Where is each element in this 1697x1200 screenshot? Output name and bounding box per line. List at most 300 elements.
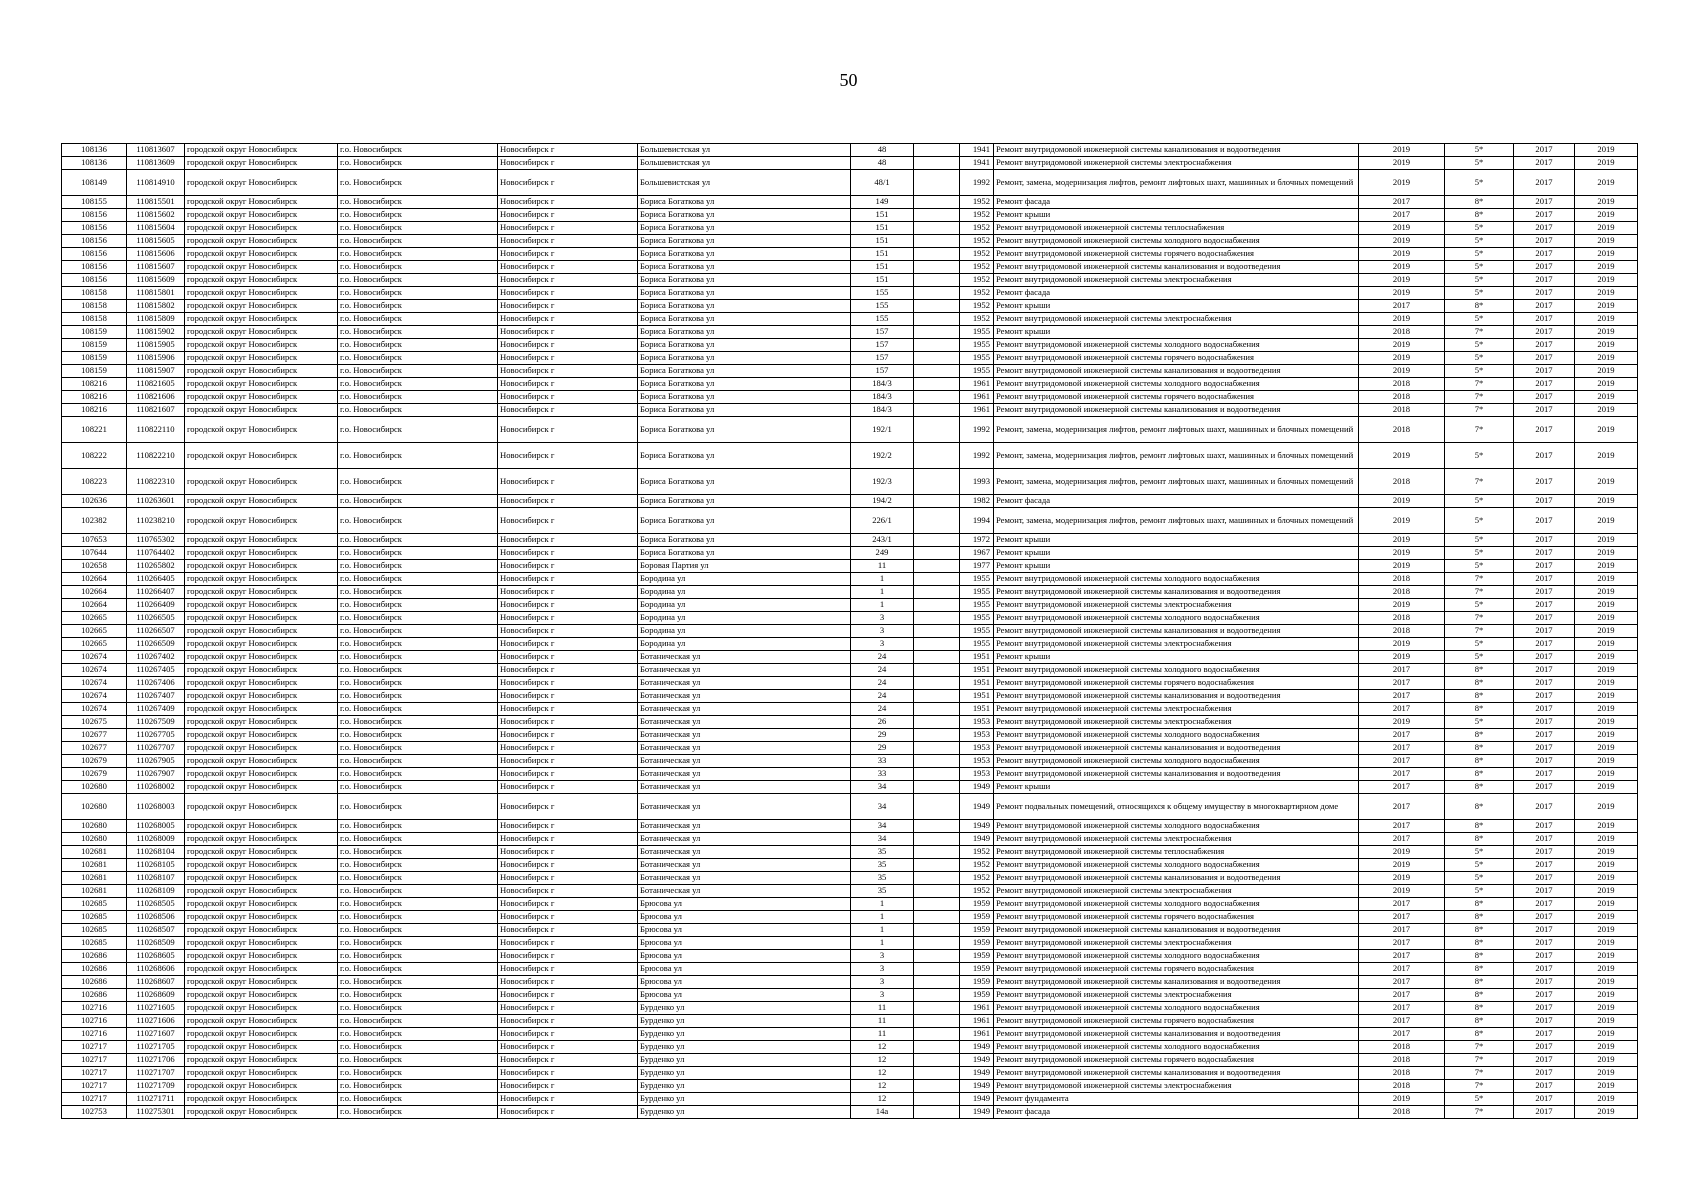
cell-work-type: Ремонт внутридомовой инженерной системы холодного водоснабжения	[994, 664, 1359, 677]
cell-period-start: 2017	[1514, 209, 1575, 222]
cell-street: Бориса Богаткова ул	[638, 196, 851, 209]
cell-plan-year: 2017	[1359, 794, 1445, 820]
cell-settlement: г.о. Новосибирск	[338, 651, 498, 664]
cell-house-id: 107653	[62, 534, 127, 547]
cell-rank: 5*	[1445, 443, 1514, 469]
cell-building	[914, 989, 960, 1002]
cell-locality: Новосибирск г	[498, 248, 638, 261]
cell-rank: 8*	[1445, 781, 1514, 794]
cell-build-year: 1951	[960, 651, 994, 664]
cell-municipality: городской округ Новосибирск	[185, 222, 338, 235]
cell-street: Бурденко ул	[638, 1002, 851, 1015]
cell-house-id: 108223	[62, 469, 127, 495]
cell-locality: Новосибирск г	[498, 157, 638, 170]
cell-rank: 7*	[1445, 586, 1514, 599]
cell-municipality: городской округ Новосибирск	[185, 573, 338, 586]
cell-build-year: 1992	[960, 170, 994, 196]
cell-house-id: 102717	[62, 1067, 127, 1080]
cell-settlement: г.о. Новосибирск	[338, 235, 498, 248]
cell-locality: Новосибирск г	[498, 950, 638, 963]
cell-work-type: Ремонт внутридомовой инженерной системы холодного водоснабжения	[994, 573, 1359, 586]
cell-building	[914, 586, 960, 599]
cell-work-type: Ремонт крыши	[994, 209, 1359, 222]
cell-house-id: 102686	[62, 963, 127, 976]
cell-locality: Новосибирск г	[498, 404, 638, 417]
cell-building	[914, 599, 960, 612]
cell-municipality: городской округ Новосибирск	[185, 898, 338, 911]
cell-building	[914, 833, 960, 846]
cell-building	[914, 547, 960, 560]
cell-settlement: г.о. Новосибирск	[338, 794, 498, 820]
cell-build-year: 1952	[960, 235, 994, 248]
table-row	[62, 937, 1638, 950]
cell-period-start: 2017	[1514, 716, 1575, 729]
cell-building	[914, 352, 960, 365]
cell-street: Бурденко ул	[638, 1093, 851, 1106]
cell-locality: Новосибирск г	[498, 612, 638, 625]
cell-build-year: 1952	[960, 300, 994, 313]
cell-street: Ботаническая ул	[638, 872, 851, 885]
cell-work-type: Ремонт подвальных помещений, относящихся к общему имуществу в многоквартирном доме	[994, 794, 1359, 820]
table-row	[62, 1002, 1638, 1015]
cell-house-id: 102753	[62, 1106, 127, 1119]
cell-house-id: 102716	[62, 1002, 127, 1015]
cell-settlement: г.о. Новосибирск	[338, 469, 498, 495]
cell-municipality: городской округ Новосибирск	[185, 625, 338, 638]
cell-rank: 8*	[1445, 729, 1514, 742]
table-row	[62, 573, 1638, 586]
cell-house-number: 24	[851, 690, 914, 703]
cell-street: Бориса Богаткова ул	[638, 508, 851, 534]
cell-work-type: Ремонт внутридомовой инженерной системы холодного водоснабжения	[994, 339, 1359, 352]
cell-period-end: 2019	[1575, 976, 1638, 989]
table-row	[62, 378, 1638, 391]
cell-period-start: 2017	[1514, 157, 1575, 170]
cell-build-year: 1952	[960, 287, 994, 300]
cell-house-id: 102680	[62, 781, 127, 794]
cell-plan-year: 2019	[1359, 352, 1445, 365]
cell-settlement: г.о. Новосибирск	[338, 755, 498, 768]
cell-rank: 7*	[1445, 1054, 1514, 1067]
cell-period-end: 2019	[1575, 508, 1638, 534]
cell-street: Брюсова ул	[638, 950, 851, 963]
cell-work-type: Ремонт внутридомовой инженерной системы холодного водоснабжения	[994, 378, 1359, 391]
cell-locality: Новосибирск г	[498, 144, 638, 157]
cell-plan-year: 2017	[1359, 1002, 1445, 1015]
cell-work-type: Ремонт внутридомовой инженерной системы электроснабжения	[994, 274, 1359, 287]
cell-rank: 5*	[1445, 274, 1514, 287]
cell-work-type: Ремонт внутридомовой инженерной системы горячего водоснабжения	[994, 963, 1359, 976]
cell-work-type: Ремонт фундамента	[994, 1093, 1359, 1106]
cell-rank: 5*	[1445, 144, 1514, 157]
cell-period-start: 2017	[1514, 846, 1575, 859]
cell-period-end: 2019	[1575, 1067, 1638, 1080]
cell-work-type: Ремонт внутридомовой инженерной системы канализования и водоотведения	[994, 1067, 1359, 1080]
cell-house-id: 108216	[62, 404, 127, 417]
cell-work-type: Ремонт внутридомовой инженерной системы канализования и водоотведения	[994, 144, 1359, 157]
cell-municipality: городской округ Новосибирск	[185, 469, 338, 495]
cell-building	[914, 820, 960, 833]
cell-period-start: 2017	[1514, 235, 1575, 248]
cell-street: Бородина ул	[638, 638, 851, 651]
cell-street: Бориса Богаткова ул	[638, 391, 851, 404]
cell-street: Ботаническая ул	[638, 846, 851, 859]
table-row	[62, 313, 1638, 326]
cell-work-id: 110815501	[127, 196, 185, 209]
cell-building	[914, 300, 960, 313]
cell-period-end: 2019	[1575, 820, 1638, 833]
cell-period-start: 2017	[1514, 339, 1575, 352]
table-row	[62, 235, 1638, 248]
cell-municipality: городской округ Новосибирск	[185, 365, 338, 378]
cell-municipality: городской округ Новосибирск	[185, 352, 338, 365]
cell-municipality: городской округ Новосибирск	[185, 924, 338, 937]
cell-municipality: городской округ Новосибирск	[185, 1106, 338, 1119]
cell-building	[914, 742, 960, 755]
cell-locality: Новосибирск г	[498, 209, 638, 222]
cell-house-id: 108136	[62, 157, 127, 170]
cell-work-type: Ремонт крыши	[994, 326, 1359, 339]
cell-work-type: Ремонт внутридомовой инженерной системы электроснабжения	[994, 885, 1359, 898]
cell-build-year: 1959	[960, 989, 994, 1002]
cell-plan-year: 2017	[1359, 196, 1445, 209]
cell-period-end: 2019	[1575, 300, 1638, 313]
cell-house-id: 102681	[62, 872, 127, 885]
cell-period-end: 2019	[1575, 352, 1638, 365]
cell-rank: 8*	[1445, 703, 1514, 716]
cell-build-year: 1959	[960, 950, 994, 963]
registry-body	[62, 144, 1638, 1119]
cell-work-id: 110267705	[127, 729, 185, 742]
cell-house-number: 3	[851, 625, 914, 638]
cell-build-year: 1959	[960, 924, 994, 937]
cell-period-start: 2017	[1514, 469, 1575, 495]
cell-house-number: 48	[851, 157, 914, 170]
cell-work-id: 110814910	[127, 170, 185, 196]
cell-build-year: 1953	[960, 729, 994, 742]
cell-work-type: Ремонт фасада	[994, 196, 1359, 209]
cell-period-end: 2019	[1575, 495, 1638, 508]
cell-work-type: Ремонт внутридомовой инженерной системы холодного водоснабжения	[994, 729, 1359, 742]
cell-period-end: 2019	[1575, 937, 1638, 950]
cell-work-id: 110268506	[127, 911, 185, 924]
cell-building	[914, 612, 960, 625]
cell-work-id: 110267409	[127, 703, 185, 716]
cell-work-type: Ремонт внутридомовой инженерной системы канализования и водоотведения	[994, 1028, 1359, 1041]
cell-rank: 8*	[1445, 209, 1514, 222]
cell-locality: Новосибирск г	[498, 313, 638, 326]
cell-plan-year: 2019	[1359, 157, 1445, 170]
cell-work-id: 110271607	[127, 1028, 185, 1041]
cell-locality: Новосибирск г	[498, 1015, 638, 1028]
cell-rank: 5*	[1445, 599, 1514, 612]
cell-plan-year: 2019	[1359, 235, 1445, 248]
cell-work-type: Ремонт внутридомовой инженерной системы холодного водоснабжения	[994, 235, 1359, 248]
cell-municipality: городской округ Новосибирск	[185, 833, 338, 846]
cell-work-type: Ремонт внутридомовой инженерной системы канализования и водоотведения	[994, 261, 1359, 274]
cell-work-type: Ремонт внутридомовой инженерной системы канализования и водоотведения	[994, 690, 1359, 703]
cell-municipality: городской округ Новосибирск	[185, 677, 338, 690]
cell-build-year: 1949	[960, 794, 994, 820]
cell-period-end: 2019	[1575, 261, 1638, 274]
cell-period-start: 2017	[1514, 1067, 1575, 1080]
table-row	[62, 976, 1638, 989]
table-row	[62, 638, 1638, 651]
cell-building	[914, 391, 960, 404]
cell-house-id: 102685	[62, 898, 127, 911]
cell-house-id: 102382	[62, 508, 127, 534]
table-row	[62, 365, 1638, 378]
cell-locality: Новосибирск г	[498, 716, 638, 729]
cell-settlement: г.о. Новосибирск	[338, 638, 498, 651]
cell-period-start: 2017	[1514, 963, 1575, 976]
cell-building	[914, 534, 960, 547]
registry-table	[61, 143, 1638, 1119]
cell-period-end: 2019	[1575, 729, 1638, 742]
cell-work-type: Ремонт внутридомовой инженерной системы канализования и водоотведения	[994, 625, 1359, 638]
cell-house-id: 108149	[62, 170, 127, 196]
cell-period-end: 2019	[1575, 716, 1638, 729]
cell-house-number: 11	[851, 1002, 914, 1015]
cell-municipality: городской округ Новосибирск	[185, 547, 338, 560]
cell-rank: 5*	[1445, 508, 1514, 534]
cell-settlement: г.о. Новосибирск	[338, 300, 498, 313]
cell-work-type: Ремонт внутридомовой инженерной системы холодного водоснабжения	[994, 820, 1359, 833]
table-row	[62, 924, 1638, 937]
cell-street: Большевистская ул	[638, 157, 851, 170]
cell-plan-year: 2017	[1359, 209, 1445, 222]
table-row	[62, 508, 1638, 534]
cell-plan-year: 2017	[1359, 690, 1445, 703]
cell-house-number: 151	[851, 235, 914, 248]
cell-house-number: 157	[851, 326, 914, 339]
cell-street: Бориса Богаткова ул	[638, 352, 851, 365]
cell-settlement: г.о. Новосибирск	[338, 937, 498, 950]
cell-building	[914, 625, 960, 638]
cell-period-start: 2017	[1514, 300, 1575, 313]
cell-settlement: г.о. Новосибирск	[338, 495, 498, 508]
cell-period-start: 2017	[1514, 612, 1575, 625]
cell-building	[914, 859, 960, 872]
cell-period-start: 2017	[1514, 1080, 1575, 1093]
cell-work-id: 110821607	[127, 404, 185, 417]
cell-settlement: г.о. Новосибирск	[338, 378, 498, 391]
cell-building	[914, 560, 960, 573]
cell-locality: Новосибирск г	[498, 859, 638, 872]
cell-locality: Новосибирск г	[498, 638, 638, 651]
cell-settlement: г.о. Новосибирск	[338, 729, 498, 742]
cell-period-start: 2017	[1514, 404, 1575, 417]
cell-work-id: 110271709	[127, 1080, 185, 1093]
cell-plan-year: 2019	[1359, 534, 1445, 547]
cell-house-id: 102680	[62, 833, 127, 846]
cell-settlement: г.о. Новосибирск	[338, 170, 498, 196]
cell-plan-year: 2017	[1359, 937, 1445, 950]
cell-work-id: 110275301	[127, 1106, 185, 1119]
cell-plan-year: 2018	[1359, 1080, 1445, 1093]
cell-settlement: г.о. Новосибирск	[338, 1002, 498, 1015]
cell-municipality: городской округ Новосибирск	[185, 274, 338, 287]
cell-settlement: г.о. Новосибирск	[338, 391, 498, 404]
cell-house-id: 102717	[62, 1080, 127, 1093]
cell-period-end: 2019	[1575, 794, 1638, 820]
cell-building	[914, 404, 960, 417]
cell-street: Бориса Богаткова ул	[638, 534, 851, 547]
cell-street: Ботаническая ул	[638, 833, 851, 846]
cell-work-id: 110271706	[127, 1054, 185, 1067]
table-row	[62, 144, 1638, 157]
cell-building	[914, 378, 960, 391]
cell-period-start: 2017	[1514, 365, 1575, 378]
cell-build-year: 1949	[960, 1093, 994, 1106]
cell-plan-year: 2019	[1359, 274, 1445, 287]
cell-rank: 8*	[1445, 833, 1514, 846]
cell-locality: Новосибирск г	[498, 820, 638, 833]
cell-locality: Новосибирск г	[498, 1041, 638, 1054]
cell-plan-year: 2017	[1359, 703, 1445, 716]
cell-work-id: 110815602	[127, 209, 185, 222]
cell-period-start: 2017	[1514, 703, 1575, 716]
cell-building	[914, 963, 960, 976]
cell-work-id: 110268005	[127, 820, 185, 833]
cell-plan-year: 2018	[1359, 326, 1445, 339]
cell-house-number: 1	[851, 937, 914, 950]
cell-house-id: 102716	[62, 1015, 127, 1028]
cell-work-id: 110271711	[127, 1093, 185, 1106]
cell-house-number: 226/1	[851, 508, 914, 534]
cell-plan-year: 2017	[1359, 976, 1445, 989]
cell-house-id: 108156	[62, 209, 127, 222]
cell-building	[914, 209, 960, 222]
cell-work-id: 110271705	[127, 1041, 185, 1054]
cell-rank: 5*	[1445, 287, 1514, 300]
cell-period-start: 2017	[1514, 976, 1575, 989]
table-row	[62, 690, 1638, 703]
cell-period-end: 2019	[1575, 924, 1638, 937]
cell-settlement: г.о. Новосибирск	[338, 443, 498, 469]
table-row	[62, 586, 1638, 599]
cell-plan-year: 2019	[1359, 560, 1445, 573]
cell-period-end: 2019	[1575, 1106, 1638, 1119]
cell-building	[914, 339, 960, 352]
cell-house-id: 108158	[62, 300, 127, 313]
cell-municipality: городской округ Новосибирск	[185, 300, 338, 313]
cell-house-id: 108216	[62, 391, 127, 404]
cell-work-type: Ремонт, замена, модернизация лифтов, ремонт лифтовых шахт, машинных и блочных помещений	[994, 469, 1359, 495]
cell-settlement: г.о. Новосибирск	[338, 976, 498, 989]
table-row	[62, 560, 1638, 573]
cell-rank: 8*	[1445, 950, 1514, 963]
table-row	[62, 651, 1638, 664]
cell-locality: Новосибирск г	[498, 1054, 638, 1067]
cell-build-year: 1977	[960, 560, 994, 573]
cell-work-type: Ремонт внутридомовой инженерной системы канализования и водоотведения	[994, 365, 1359, 378]
cell-work-id: 110822110	[127, 417, 185, 443]
cell-build-year: 1952	[960, 859, 994, 872]
cell-period-end: 2019	[1575, 313, 1638, 326]
table-row	[62, 599, 1638, 612]
cell-locality: Новосибирск г	[498, 885, 638, 898]
cell-building	[914, 443, 960, 469]
table-row	[62, 625, 1638, 638]
cell-building	[914, 469, 960, 495]
cell-work-type: Ремонт внутридомовой инженерной системы холодного водоснабжения	[994, 859, 1359, 872]
cell-street: Бориса Богаткова ул	[638, 248, 851, 261]
cell-locality: Новосибирск г	[498, 651, 638, 664]
table-row	[62, 261, 1638, 274]
cell-plan-year: 2017	[1359, 1015, 1445, 1028]
cell-house-id: 102664	[62, 599, 127, 612]
cell-work-id: 110268104	[127, 846, 185, 859]
table-row	[62, 989, 1638, 1002]
cell-period-start: 2017	[1514, 144, 1575, 157]
cell-rank: 8*	[1445, 1015, 1514, 1028]
cell-work-type: Ремонт внутридомовой инженерной системы канализования и водоотведения	[994, 404, 1359, 417]
cell-municipality: городской округ Новосибирск	[185, 586, 338, 599]
cell-locality: Новосибирск г	[498, 365, 638, 378]
cell-build-year: 1955	[960, 599, 994, 612]
cell-house-number: 35	[851, 872, 914, 885]
cell-build-year: 1949	[960, 1080, 994, 1093]
cell-building	[914, 261, 960, 274]
cell-house-id: 102674	[62, 703, 127, 716]
cell-settlement: г.о. Новосибирск	[338, 1093, 498, 1106]
cell-work-id: 110267407	[127, 690, 185, 703]
cell-rank: 7*	[1445, 612, 1514, 625]
cell-municipality: городской округ Новосибирск	[185, 937, 338, 950]
cell-settlement: г.о. Новосибирск	[338, 534, 498, 547]
cell-municipality: городской округ Новосибирск	[185, 638, 338, 651]
cell-house-number: 3	[851, 950, 914, 963]
cell-work-id: 110238210	[127, 508, 185, 534]
cell-period-end: 2019	[1575, 248, 1638, 261]
cell-period-start: 2017	[1514, 326, 1575, 339]
cell-locality: Новосибирск г	[498, 326, 638, 339]
cell-work-type: Ремонт внутридомовой инженерной системы холодного водоснабжения	[994, 612, 1359, 625]
cell-rank: 5*	[1445, 638, 1514, 651]
table-row	[62, 781, 1638, 794]
cell-settlement: г.о. Новосибирск	[338, 196, 498, 209]
cell-street: Ботаническая ул	[638, 742, 851, 755]
cell-municipality: городской округ Новосибирск	[185, 196, 338, 209]
cell-period-end: 2019	[1575, 235, 1638, 248]
cell-house-number: 157	[851, 339, 914, 352]
table-row	[62, 1054, 1638, 1067]
table-row	[62, 963, 1638, 976]
cell-house-number: 192/1	[851, 417, 914, 443]
cell-period-start: 2017	[1514, 677, 1575, 690]
cell-build-year: 1993	[960, 469, 994, 495]
cell-locality: Новосибирск г	[498, 560, 638, 573]
cell-work-id: 110267406	[127, 677, 185, 690]
cell-period-end: 2019	[1575, 599, 1638, 612]
cell-plan-year: 2018	[1359, 469, 1445, 495]
cell-settlement: г.о. Новосибирск	[338, 677, 498, 690]
cell-period-start: 2017	[1514, 794, 1575, 820]
cell-period-end: 2019	[1575, 560, 1638, 573]
cell-street: Ботаническая ул	[638, 755, 851, 768]
cell-building	[914, 157, 960, 170]
cell-rank: 7*	[1445, 404, 1514, 417]
table-row	[62, 274, 1638, 287]
cell-work-type: Ремонт внутридомовой инженерной системы холодного водоснабжения	[994, 950, 1359, 963]
cell-street: Бориса Богаткова ул	[638, 300, 851, 313]
cell-period-end: 2019	[1575, 209, 1638, 222]
cell-locality: Новосибирск г	[498, 1106, 638, 1119]
cell-street: Бурденко ул	[638, 1067, 851, 1080]
cell-street: Бурденко ул	[638, 1028, 851, 1041]
cell-settlement: г.о. Новосибирск	[338, 339, 498, 352]
